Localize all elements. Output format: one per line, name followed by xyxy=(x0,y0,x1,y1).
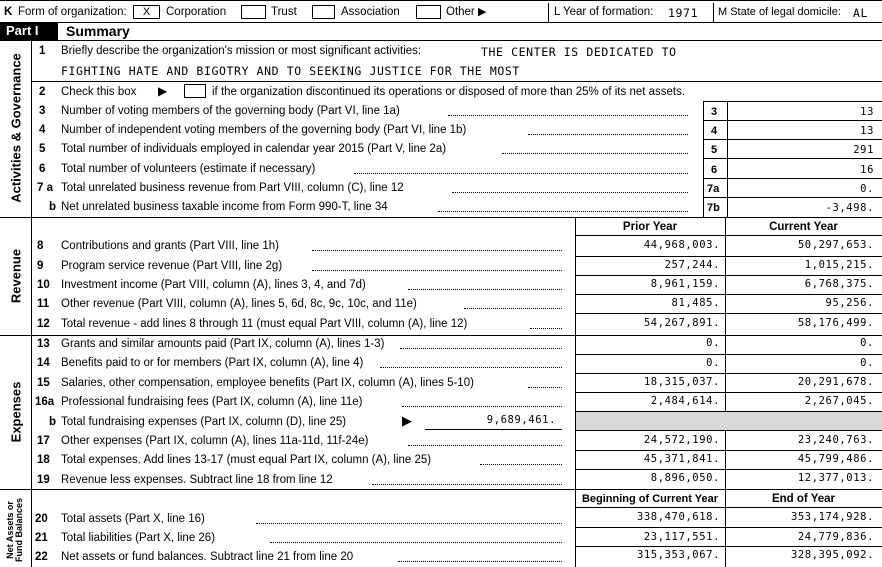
gov-line-box: 7a xyxy=(707,183,720,195)
gov-line-value: 291 xyxy=(853,144,874,156)
revenue-line-label: Contributions and grants (Part VIII, line 1h) xyxy=(61,240,279,252)
net-line-number: 21 xyxy=(35,532,48,544)
expense-prior-value: 0. xyxy=(706,357,720,369)
gov-line-label: Number of voting members of the governing body (Part VI, line 1a) xyxy=(61,105,400,117)
revenue-line-number: 11 xyxy=(37,298,50,310)
revenue-prior-value: 54,267,891. xyxy=(643,317,720,329)
revenue-line-number: 8 xyxy=(37,240,44,252)
revenue-line-label: Other revenue (Part VIII, column (A), lines 5, 6d, 8c, 9c, 10c, and 11e) xyxy=(61,298,417,310)
section-activities-governance: Activities & Governance xyxy=(8,53,24,203)
discontinued-operations-checkbox[interactable] xyxy=(184,84,206,98)
state-of-domicile-value: AL xyxy=(853,6,869,20)
expense-line-label: Revenue less expenses. Subtract line 18 from line 12 xyxy=(61,474,333,486)
net-current-value: 328,395,092. xyxy=(790,549,874,561)
expense-line-label: Salaries, other compensation, employee benefits (Part IX, column (A), lines 5-10) xyxy=(61,377,474,389)
trust-checkbox[interactable] xyxy=(241,5,266,19)
revenue-line-label: Investment income (Part VIII, column (A), lines 3, 4, and 7d) xyxy=(61,279,366,291)
revenue-current-value: 50,297,653. xyxy=(797,239,874,251)
prior-year-header: Prior Year xyxy=(622,221,678,233)
corporation-checkbox[interactable] xyxy=(133,5,160,19)
revenue-line-number: 10 xyxy=(37,279,50,291)
gov-line-number: 4 xyxy=(39,124,46,136)
revenue-line-label: Total revenue - add lines 8 through 11 (must equal Part VIII, column (A), line 12) xyxy=(61,318,468,330)
line2-number: 2 xyxy=(39,86,46,98)
expense-current-value: 23,240,763. xyxy=(797,434,874,446)
gov-line-label: Total number of individuals employed in calendar year 2015 (Part V, line 2a) xyxy=(61,143,447,155)
other-label: Other xyxy=(446,6,475,18)
association-checkbox[interactable] xyxy=(312,5,335,19)
gov-line-number: b xyxy=(49,201,57,213)
line16b-label: Total fundraising expenses (Part IX, column (D), line 25) xyxy=(61,416,347,428)
gov-line-box: 3 xyxy=(711,106,718,118)
revenue-current-value: 1,015,215. xyxy=(804,259,874,271)
expense-current-value: 2,267,045. xyxy=(804,395,874,407)
section-revenue: Revenue xyxy=(8,248,24,304)
trust-label: Trust xyxy=(271,6,297,18)
expense-prior-value: 0. xyxy=(706,337,720,349)
revenue-current-value: 95,256. xyxy=(825,297,874,309)
beginning-year-header: Beginning of Current Year xyxy=(581,493,719,505)
line1-number: 1 xyxy=(39,45,46,57)
line2-label-a: Check this box xyxy=(61,86,137,98)
part-badge xyxy=(0,22,58,40)
gov-line-value: 13 xyxy=(860,125,874,137)
net-current-value: 24,779,836. xyxy=(797,531,874,543)
gov-line-value: 13 xyxy=(860,106,874,118)
expense-line-label: Other expenses (Part IX, column (A), lines 11a-11d, 11f-24e) xyxy=(61,435,369,447)
gov-line-box: 7b xyxy=(707,202,720,214)
line16b-value: 9,689,461. xyxy=(486,414,556,426)
line16b-number: b xyxy=(49,416,57,428)
expense-line-number: 16a xyxy=(35,396,55,408)
expense-current-value: 0. xyxy=(860,357,874,369)
association-label: Association xyxy=(341,6,400,18)
part-badge-text: Part I xyxy=(6,23,39,38)
gov-line-value: 0. xyxy=(860,183,874,195)
gov-line-box: 6 xyxy=(711,164,718,176)
expense-line-number: 18 xyxy=(37,454,50,466)
net-line-label: Net assets or fund balances. Subtract line 21 from line 20 xyxy=(61,551,354,563)
expense-prior-value: 2,484,614. xyxy=(650,395,720,407)
expense-current-value: 12,377,013. xyxy=(797,472,874,484)
revenue-line-number: 12 xyxy=(37,318,50,330)
year-of-formation-value: 1971 xyxy=(668,6,699,20)
net-prior-value: 338,470,618. xyxy=(636,511,720,523)
expense-line-number: 15 xyxy=(37,377,50,389)
gov-line-number: 3 xyxy=(39,105,46,117)
expense-prior-value: 8,896,050. xyxy=(650,472,720,484)
revenue-current-value: 58,176,499. xyxy=(797,317,874,329)
gov-line-box: 4 xyxy=(711,125,718,137)
gov-line-label: Net unrelated business taxable income from Form 990-T, line 34 xyxy=(61,201,388,213)
expense-line-number: 17 xyxy=(37,435,50,447)
gov-line-box: 5 xyxy=(711,144,718,156)
gov-line-number: 7 a xyxy=(37,182,53,194)
state-of-domicile-label: M State of legal domicile: xyxy=(718,6,841,18)
gov-line-value: -3,498. xyxy=(825,202,874,214)
gov-line-value: 16 xyxy=(860,164,874,176)
revenue-prior-value: 8,961,159. xyxy=(650,278,720,290)
gov-line-label: Number of independent voting members of the governing body (Part VI, line 1b) xyxy=(61,124,467,136)
net-line-number: 20 xyxy=(35,513,48,525)
other-checkbox[interactable] xyxy=(416,5,441,19)
net-prior-value: 315,353,067. xyxy=(636,549,720,561)
net-line-label: Total assets (Part X, line 16) xyxy=(61,513,205,525)
revenue-current-value: 6,768,375. xyxy=(804,278,874,290)
section-net-assets xyxy=(6,498,24,562)
line16b-arrow-icon: ▶ xyxy=(402,413,412,428)
gov-line-number: 6 xyxy=(39,163,46,175)
revenue-line-number: 9 xyxy=(37,260,44,272)
gov-line-label: Total number of volunteers (estimate if necessary) xyxy=(61,163,316,175)
expense-current-value: 45,799,486. xyxy=(797,453,874,465)
line2-arrow-icon: ▶ xyxy=(158,84,168,98)
line16b-shaded-area xyxy=(576,412,882,430)
net-line-number: 22 xyxy=(35,551,48,563)
revenue-prior-value: 81,485. xyxy=(671,297,720,309)
expense-current-value: 0. xyxy=(860,337,874,349)
expense-line-label: Grants and similar amounts paid (Part IX, column (A), lines 1-3) xyxy=(61,338,385,350)
line1-label: Briefly describe the organization's mission or most significant activities: xyxy=(61,45,422,57)
expense-line-label: Professional fundraising fees (Part IX, column (A), line 11e) xyxy=(61,396,363,408)
k-letter: K xyxy=(4,6,13,18)
year-of-formation-label: L Year of formation: xyxy=(554,6,654,18)
form-of-organization-label: Form of organization: xyxy=(18,6,127,18)
expense-current-value: 20,291,678. xyxy=(797,376,874,388)
net-current-value: 353,174,928. xyxy=(790,511,874,523)
line1-value-b: FIGHTING HATE AND BIGOTRY AND TO SEEKING JUSTICE FOR THE MOST xyxy=(61,64,520,78)
line2-label-b: if the organization discontinued its operations or disposed of more than 25% of its net assets. xyxy=(212,86,686,98)
corporation-label: Corporation xyxy=(166,6,227,18)
expense-line-label: Benefits paid to or for members (Part IX, column (A), line 4) xyxy=(61,357,364,369)
net-line-label: Total liabilities (Part X, line 26) xyxy=(61,532,216,544)
net-assets-line2: Fund Balances xyxy=(14,497,24,563)
gov-line-label: Total unrelated business revenue from Part VIII, column (C), line 12 xyxy=(61,182,404,194)
end-year-header: End of Year xyxy=(771,493,836,505)
net-prior-value: 23,117,551. xyxy=(643,531,720,543)
expense-line-number: 19 xyxy=(37,474,50,486)
line1-value-a: THE CENTER IS DEDICATED TO xyxy=(481,45,677,59)
gov-line-number: 5 xyxy=(39,143,46,155)
expense-prior-value: 18,315,037. xyxy=(643,376,720,388)
current-year-header: Current Year xyxy=(769,221,838,233)
part-title: Summary xyxy=(66,23,130,39)
expense-prior-value: 24,572,190. xyxy=(643,434,720,446)
expense-line-label: Total expenses. Add lines 13-17 (must equal Part IX, column (A), line 25) xyxy=(61,454,432,466)
other-arrow-icon: ▶ xyxy=(478,6,487,18)
expense-line-number: 13 xyxy=(37,338,50,350)
revenue-prior-value: 44,968,003. xyxy=(643,239,720,251)
expense-prior-value: 45,371,841. xyxy=(643,453,720,465)
section-expenses: Expenses xyxy=(8,381,24,443)
net-assets-line1: Net Assets or xyxy=(5,501,15,559)
revenue-prior-value: 257,244. xyxy=(664,259,720,271)
corporation-check-mark: X xyxy=(142,6,151,18)
revenue-line-label: Program service revenue (Part VIII, line 2g) xyxy=(61,260,283,272)
expense-line-number: 14 xyxy=(37,357,50,369)
